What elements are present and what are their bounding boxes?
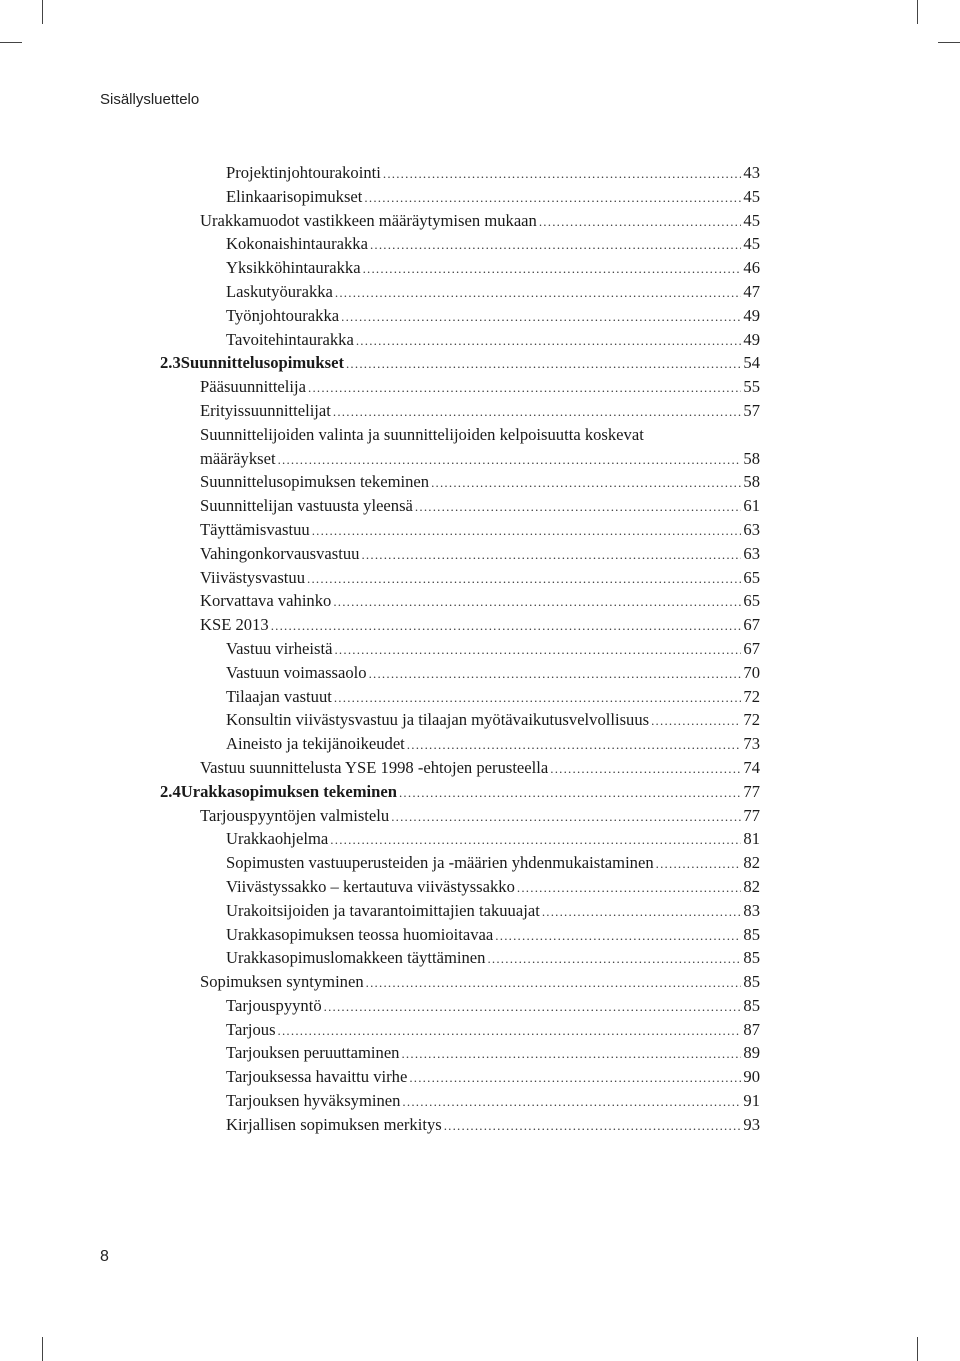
toc-title: KSE 2013 [200, 615, 269, 635]
toc-page: 49 [743, 329, 760, 349]
leader-dots [335, 281, 742, 305]
toc-title: Työnjohtourakka [226, 305, 340, 325]
toc-page: 91 [743, 1091, 760, 1111]
toc-page: 77 [743, 805, 760, 825]
toc-section-number: 2.3 [160, 353, 181, 373]
leader-dots [312, 519, 742, 543]
toc-title: Sopimuksen syntyminen [200, 972, 364, 992]
toc-page: 55 [743, 377, 760, 397]
leader-dots [278, 1019, 742, 1043]
leader-dots [444, 1114, 742, 1138]
toc-page: 82 [743, 853, 760, 873]
toc-page: 85 [743, 948, 760, 968]
toc-page: 67 [743, 615, 760, 635]
crop-mark [42, 0, 43, 24]
toc-section-number: 2.4 [160, 781, 181, 801]
toc-entry[interactable] [160, 661, 760, 685]
leader-dots [542, 900, 742, 924]
toc-title: Tarjouspyyntöjen valmistelu [200, 805, 390, 825]
leader-dots [356, 329, 742, 353]
toc-title: Erityissuunnittelijat [200, 400, 331, 420]
leader-dots [391, 805, 741, 829]
toc-page: 49 [743, 305, 760, 325]
toc-entry[interactable] [160, 1065, 760, 1089]
toc-page: 63 [743, 543, 760, 563]
toc-entry[interactable] [160, 1041, 760, 1065]
leader-dots [539, 210, 742, 234]
toc-entry[interactable] [160, 732, 760, 756]
toc-title: Viivästysvastuu [200, 567, 306, 587]
leader-dots [399, 781, 741, 805]
toc-page: 47 [743, 281, 760, 301]
toc-section-entry[interactable] [160, 351, 760, 375]
toc-title: Suunnittelijoiden valinta ja suunnittelijoiden kelpoisuutta koskevat [200, 424, 644, 444]
toc-title: Kokonaishintaurakka [226, 234, 368, 254]
toc-title: Tarjous [226, 1019, 276, 1039]
toc-title: Suunnittelusopimukset [180, 353, 344, 373]
crop-mark [917, 1337, 918, 1361]
toc-entry[interactable] [160, 637, 760, 661]
toc-title: Tarjouspyyntö [226, 995, 322, 1015]
leader-dots [278, 448, 742, 472]
toc-page: 65 [743, 591, 760, 611]
toc-page: 90 [743, 1067, 760, 1087]
toc-title: Yksikköhintaurakka [226, 258, 361, 278]
toc-entry[interactable] [160, 494, 760, 518]
toc-page: 58 [743, 448, 760, 468]
toc-entry[interactable] [160, 423, 760, 471]
leader-dots [401, 1042, 741, 1066]
toc-title: Projektinjohtourakointi [226, 163, 381, 182]
toc-entry[interactable] [160, 1113, 760, 1137]
leader-dots [361, 543, 741, 567]
toc-page: 45 [743, 210, 760, 230]
toc-page: 93 [743, 1114, 760, 1134]
toc-title: Urakkasopimuksen teossa huomioitavaa [226, 924, 494, 944]
table-of-contents [160, 161, 760, 1137]
toc-entry[interactable] [160, 708, 760, 732]
toc-entry[interactable] [160, 470, 760, 494]
toc-entry[interactable] [160, 1018, 760, 1042]
toc-entry[interactable] [160, 256, 760, 280]
toc-page: 63 [743, 519, 760, 539]
crop-mark [0, 42, 22, 43]
toc-entry[interactable] [160, 994, 760, 1018]
toc-page: 72 [743, 710, 760, 730]
toc-page: 54 [743, 353, 760, 373]
toc-entry[interactable] [160, 613, 760, 637]
toc-title: Vastuun voimassaolo [226, 662, 367, 682]
toc-page: 83 [743, 900, 760, 920]
leader-dots [383, 162, 742, 186]
toc-title: Aineisto ja tekijänoikeudet [226, 734, 405, 754]
toc-page: 77 [743, 781, 760, 801]
toc-title: Vastuu virheistä [226, 638, 333, 658]
toc-entry[interactable] [160, 899, 760, 923]
toc-title: Laskutyöurakka [226, 281, 333, 301]
leader-dots [431, 471, 741, 495]
leader-dots [330, 828, 741, 852]
toc-page: 57 [743, 400, 760, 420]
toc-page: 70 [743, 662, 760, 682]
toc-page: 65 [743, 567, 760, 587]
leader-dots [333, 590, 741, 614]
leader-dots [517, 876, 742, 900]
toc-title: Tarjouksen hyväksyminen [226, 1091, 401, 1111]
toc-page: 67 [743, 638, 760, 658]
toc-entry[interactable] [160, 827, 760, 851]
running-head: Sisällysluettelo [100, 91, 200, 108]
leader-dots [308, 376, 741, 400]
toc-title: Tarjouksen peruuttaminen [226, 1043, 400, 1063]
toc-entry[interactable] [160, 185, 760, 209]
leader-dots [487, 947, 741, 971]
leader-dots [324, 995, 742, 1019]
toc-title: Elinkaarisopimukset [226, 186, 363, 206]
toc-entry[interactable] [160, 756, 760, 780]
toc-page: 85 [743, 924, 760, 944]
leader-dots [333, 400, 742, 424]
leader-dots [363, 257, 742, 281]
toc-entry[interactable] [160, 161, 760, 185]
leader-dots [370, 233, 741, 257]
toc-page: 45 [743, 186, 760, 206]
toc-title: Sopimusten vastuuperusteiden ja -määrien yhdenmukaistaminen [226, 853, 654, 873]
leader-dots [550, 757, 741, 781]
toc-entry[interactable] [160, 1089, 760, 1113]
toc-page: 43 [743, 163, 760, 182]
toc-entry[interactable] [160, 232, 760, 256]
leader-dots [495, 924, 741, 948]
toc-title: Vastuu suunnittelusta YSE 1998 -ehtojen perusteella [200, 757, 549, 777]
toc-entry[interactable] [160, 589, 760, 613]
toc-title: Urakkasopimuksen tekeminen [180, 781, 397, 801]
leader-dots [334, 638, 741, 662]
toc-entry[interactable] [160, 542, 760, 566]
leader-dots [307, 567, 741, 591]
toc-entry[interactable] [160, 280, 760, 304]
leader-dots [366, 971, 742, 995]
toc-page: 85 [743, 972, 760, 992]
toc-entry[interactable] [160, 399, 760, 423]
toc-page: 58 [743, 472, 760, 492]
toc-entry[interactable] [160, 970, 760, 994]
leader-dots [402, 1090, 741, 1114]
toc-page: 45 [743, 234, 760, 254]
toc-entry[interactable] [160, 304, 760, 328]
toc-title: Korvattava vahinko [200, 591, 332, 611]
toc-entry[interactable] [160, 518, 760, 542]
toc-entry[interactable] [160, 328, 760, 352]
toc-entry[interactable] [160, 375, 760, 399]
toc-title: Konsultin viivästysvastuu ja tilaajan myötävaikutusvelvollisuus [226, 710, 650, 730]
leader-dots [369, 662, 742, 686]
toc-title: Tarjouksessa havaittu virhe [226, 1067, 408, 1087]
toc-title: Viivästyssakko – kertautuva viivästyssakko [226, 876, 515, 896]
toc-page: 87 [743, 1019, 760, 1039]
leader-dots [334, 686, 742, 710]
toc-title: Urakoitsijoiden ja tavarantoimittajien takuuajat [226, 900, 540, 920]
toc-page: 72 [743, 686, 760, 706]
toc-title: Suunnittelijan vastuusta yleensä [200, 496, 413, 516]
toc-title: Täyttämisvastuu [200, 519, 310, 539]
toc-entry[interactable] [160, 566, 760, 590]
leader-dots [407, 733, 742, 757]
leader-dots [409, 1066, 741, 1090]
crop-mark [42, 1337, 43, 1361]
toc-section-entry[interactable] [160, 780, 760, 804]
toc-page: 46 [743, 258, 760, 278]
toc-entry[interactable] [160, 946, 760, 970]
toc-page: 82 [743, 876, 760, 896]
toc-title: Tavoitehintaurakka [226, 329, 354, 349]
leader-dots [651, 709, 741, 733]
toc-page: 85 [743, 995, 760, 1015]
toc-title: Urakkaohjelma [226, 829, 329, 849]
leader-dots [346, 352, 741, 376]
toc-title: Vahingonkorvausvastuu [200, 543, 360, 563]
toc-title: Suunnittelusopimuksen tekeminen [200, 472, 430, 492]
toc-title-continuation: määräykset [200, 448, 276, 468]
toc-title: Tilaajan vastuut [226, 686, 332, 706]
toc-entry[interactable] [160, 875, 760, 899]
toc-page: 81 [743, 829, 760, 849]
toc-entry[interactable] [160, 923, 760, 947]
toc-title: Pääsuunnittelija [200, 377, 306, 397]
leader-dots [271, 614, 742, 638]
toc-entry[interactable] [160, 685, 760, 709]
crop-mark [917, 0, 918, 24]
toc-page: 61 [743, 496, 760, 516]
toc-title: Kirjallisen sopimuksen merkitys [226, 1114, 442, 1134]
crop-mark [938, 42, 960, 43]
toc-entry[interactable] [160, 851, 760, 875]
toc-page: 74 [743, 757, 760, 777]
toc-page: 89 [743, 1043, 760, 1063]
toc-entry[interactable] [160, 209, 760, 233]
leader-dots [415, 495, 741, 519]
leader-dots [656, 852, 742, 876]
leader-dots [341, 305, 741, 329]
toc-page: 73 [743, 734, 760, 754]
toc-entry[interactable] [160, 804, 760, 828]
page-number: 8 [100, 1248, 109, 1265]
toc-title: Urakkamuodot vastikkeen määräytymisen mukaan [200, 210, 537, 230]
toc-title: Urakkasopimuslomakkeen täyttäminen [226, 948, 486, 968]
leader-dots [364, 186, 741, 210]
